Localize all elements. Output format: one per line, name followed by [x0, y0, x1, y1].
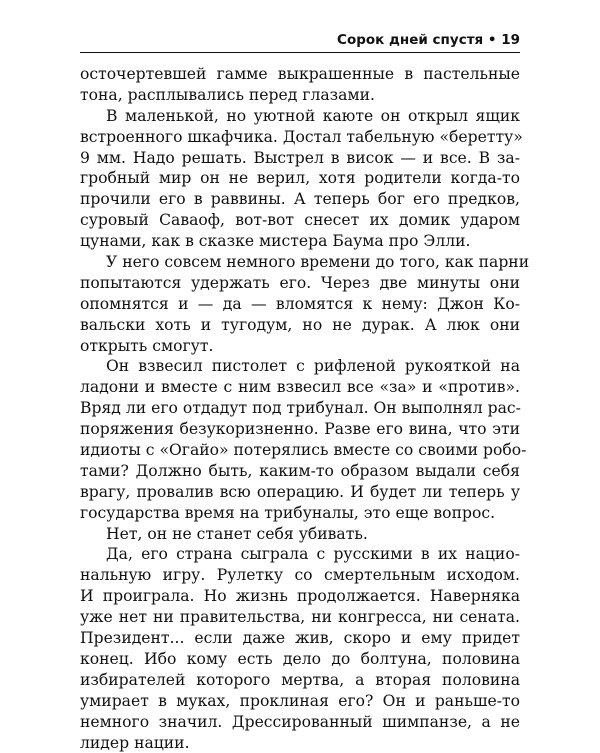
text-line: попытаются удержать его. Через две минуты они [80, 273, 520, 294]
text-line: встроенного шкафчика. Достал табельную «беретту» [80, 127, 520, 148]
text-line: вальски хоть и тугодум, но не дурак. А люк они [80, 315, 520, 336]
text-line: умирает в муках, проклиная его? Он и раньше-то [80, 691, 520, 712]
text-line: Да, его страна сыграла с русскими в их нацио- [80, 544, 520, 565]
text-line: поряжения безукоризненно. Разве его вина, что эти [80, 419, 520, 440]
text-line: 9 мм. Надо решать. Выстрел в висок — и все. В за- [80, 148, 520, 169]
text-line: открыть смогут. [80, 336, 520, 357]
text-line: тами? Должно быть, каким-то образом выдали себя [80, 461, 520, 482]
running-title: Сорок дней спустя • 19 [337, 32, 520, 48]
text-line: Нет, он не станет себя убивать. [80, 524, 520, 545]
text-line: ладони и вместе с ним взвесил все «за» и «против». [80, 377, 520, 398]
text-line: Президент... если даже жив, скоро и ему придет [80, 628, 520, 649]
text-line: немного значил. Дрессированный шимпанзе, а не [80, 712, 520, 733]
text-line: тона, расплывались перед глазами. [80, 85, 520, 106]
running-header [80, 30, 520, 53]
text-line: врагу, провалив всю операцию. И будет ли теперь у [80, 482, 520, 503]
text-line: Он взвесил пистолет с рифленой рукояткой на [80, 356, 520, 377]
page-body-text [80, 64, 520, 753]
text-line: государства время на трибуналы, это еще вопрос. [80, 503, 520, 524]
text-line: лидер нации. [80, 733, 520, 753]
text-line: И проиграла. Но жизнь продолжается. Наверняка [80, 586, 520, 607]
text-line: суровый Саваоф, вот-вот снесет их домик ударом [80, 210, 520, 231]
text-line: прочили его в раввины. А теперь бог его предков, [80, 189, 520, 210]
text-line: опомнятся и — да — вломятся к нему: Джон Ко- [80, 294, 520, 315]
text-line: идиоты с «Огайо» потерялись вместе со своими робо- [80, 440, 520, 461]
text-line: осточертевшей гамме выкрашенные в пастельные [80, 64, 520, 85]
text-line: уже нет ни правительства, ни конгресса, ни сената. [80, 607, 520, 628]
text-line: цунами, как в сказке мистера Баума про Элли. [80, 231, 520, 252]
text-line: нальную игру. Рулетку со смертельным исходом. [80, 565, 520, 586]
text-line: конец. Ибо кому есть дело до болтуна, половина [80, 649, 520, 670]
text-line: Вряд ли его отдадут под трибунал. Он выполнял рас- [80, 398, 520, 419]
text-line: В маленькой, но уютной каюте он открыл ящик [80, 106, 520, 127]
text-line: избирателей которого мертва, а вторая половина [80, 670, 520, 691]
text-line: гробный мир он не верил, хотя родители когда-то [80, 168, 520, 189]
text-line: У него совсем немного времени до того, как парни [80, 252, 520, 273]
